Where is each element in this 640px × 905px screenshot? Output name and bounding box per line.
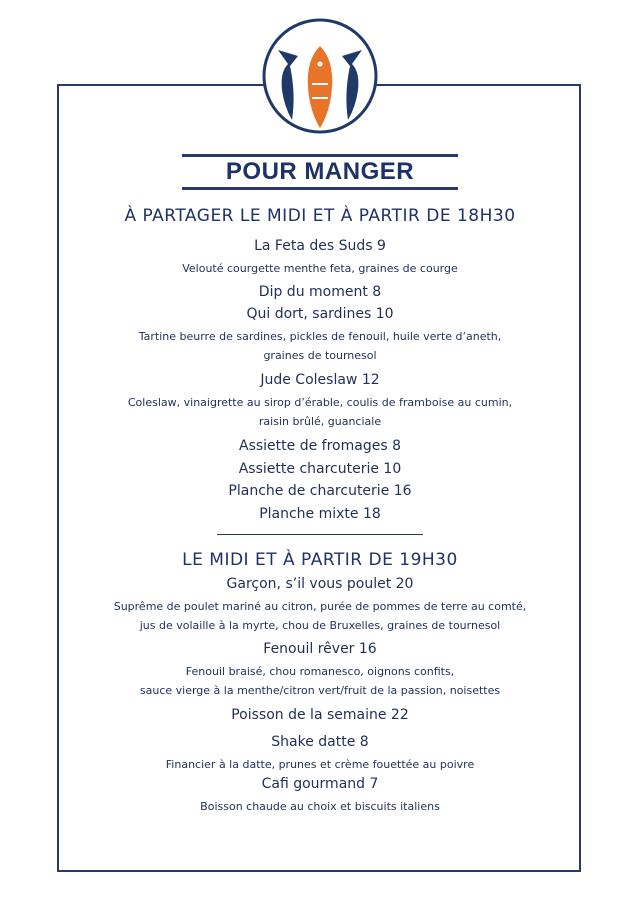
menu-item-desc: graines de tournesol <box>263 349 377 362</box>
menu-item-desc: Velouté courgette menthe feta, graines de courge <box>182 262 458 275</box>
menu-item-desc: jus de volaille à la myrte, chou de Bruxelles, graines de tournesol <box>139 619 501 632</box>
menu-item-name: Assiette charcuterie 10 <box>238 461 402 477</box>
menu-item-name: Planche mixte 18 <box>259 506 381 522</box>
menu-item-name: La Feta des Suds 9 <box>254 238 386 254</box>
menu-item-desc: Suprême de poulet mariné au citron, purée de pommes de terre au comté, <box>113 600 527 613</box>
title-rule-bottom <box>182 187 458 190</box>
menu-item-name: Dip du moment 8 <box>258 284 382 300</box>
menu-item-name: Qui dort, sardines 10 <box>246 306 394 322</box>
menu-item-desc: Boisson chaude au choix et biscuits italiens <box>200 800 440 813</box>
menu-item-desc: raisin brûlé, guanciale <box>258 415 382 428</box>
menu-item-name: Poisson de la semaine 22 <box>231 707 409 723</box>
menu-item-desc: sauce vierge à la menthe/citron vert/fruit de la passion, noisettes <box>139 684 501 697</box>
menu-item-desc: Financier à la datte, prunes et crème fouettée au poivre <box>165 758 475 771</box>
menu-item-name: Jude Coleslaw 12 <box>260 372 380 388</box>
section-heading-lunch: LE MIDI ET À PARTIR DE 19H30 <box>182 550 458 570</box>
section-divider <box>217 534 423 535</box>
three-fish-icon <box>260 16 380 136</box>
menu-item-name: Fenouil rêver 16 <box>263 641 377 657</box>
menu-item-desc: Tartine beurre de sardines, pickles de fenouil, huile verte d’aneth, <box>138 330 502 343</box>
title-block <box>182 154 458 190</box>
page-title: POUR MANGER <box>225 158 415 185</box>
menu-frame <box>57 84 581 872</box>
menu-item-name: Shake datte 8 <box>271 734 369 750</box>
menu-item-name: Planche de charcuterie 16 <box>228 483 412 499</box>
menu-item-name: Cafi gourmand 7 <box>261 776 379 792</box>
menu-item-name: Assiette de fromages 8 <box>239 438 401 454</box>
section-heading-sharing: À PARTAGER LE MIDI ET À PARTIR DE 18H30 <box>124 206 516 226</box>
menu-item-desc: Coleslaw, vinaigrette au sirop d’érable, coulis de framboise au cumin, <box>127 396 513 409</box>
title-rule-top <box>182 154 458 157</box>
menu-item-desc: Fenouil braisé, chou romanesco, oignons confits, <box>185 665 455 678</box>
menu-item-name: Garçon, s’il vous poulet 20 <box>226 576 414 592</box>
